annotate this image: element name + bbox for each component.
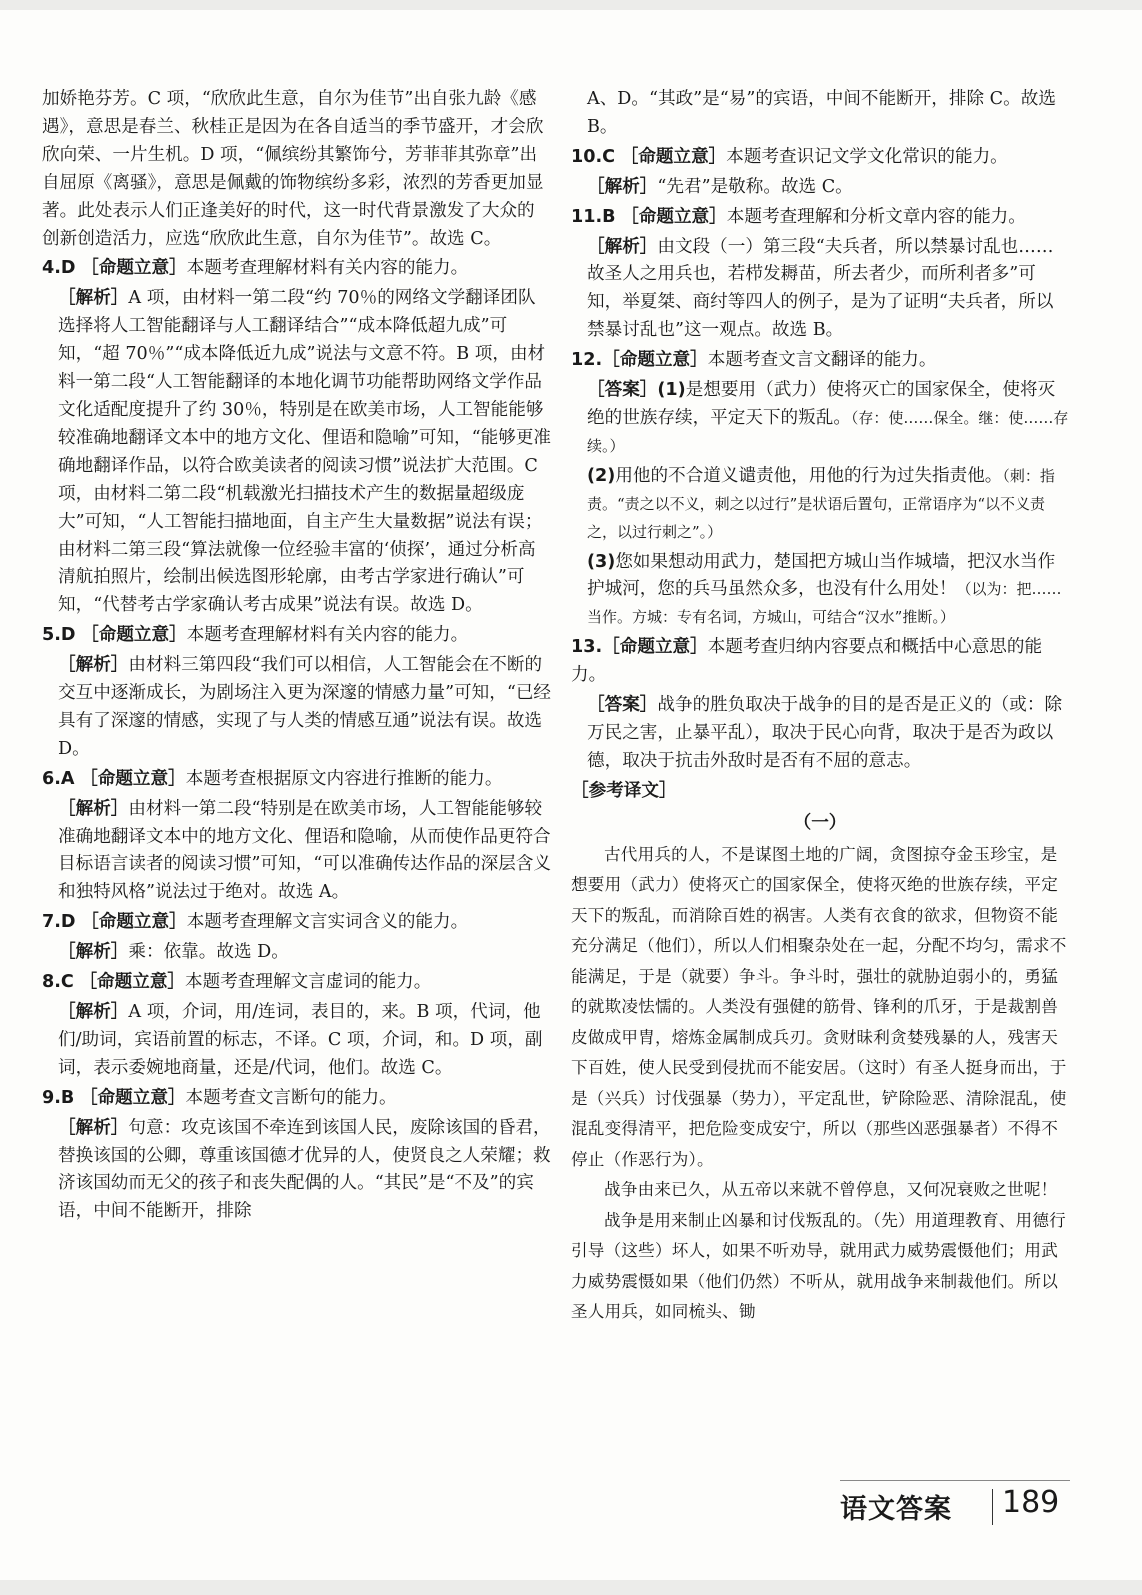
answer-11-analysis: ［解析］由文段（一）第三段“夫兵者，所以禁暴讨乱也……故圣人之用兵也，若栉发耨苗，所去者少，而所利者多”可知，举夏桀、商纣等四人的例子，是为了证明“夫兵者，所以禁暴讨乱也”这一观点。故选 B。	[587, 236, 1054, 341]
answer-7-header: 7.D ［命题立意］本题考查理解文言实词含义的能力。	[42, 912, 469, 933]
answer-4-analysis: ［解析］A 项，由材料一第二段“约 70％的网络文学翻译团队选择将人工智能翻译与人工翻译结合”“成本降低超九成”可知，“超 70％”“成本降低近九成”说法与文意不符。B 项，由材料一第二段“人工智能翻译的本地化调节功能帮助网络文学作品文化适配度提升了约 30％，特别是在欧美市场，人工智能能够较准确地翻译文本中的地方文化、俚语和隐喻”可知，“能够更准确地翻译作品，以符合欧美读者的阅读习惯”说法扩大范围。C 项，由材料二第二段“机载激光扫描技术产生的数据量超级庞大”可知，“人工智能扫描地面，自主产生大量数据”说法有误；由材料二第三段“算法就像一位经验丰富的‘侦探’，通过分析高清航拍照片，绘制出候选图形轮廓，由考古学家进行确认”可知，“代替考古学家确认考古成果”说法有误。故选 D。	[58, 288, 552, 616]
bottom-scan-edge	[0, 1580, 1142, 1595]
translation-paragraph: 古代用兵的人，不是谋图土地的广阔，贪图掠夺金玉珍宝，是想要用（武力）使将灭亡的国家保全，使将灭绝的世族存续，平定天下的叛乱，而消除百姓的祸害。人类有衣食的欲求，但物资不能充分满足（他们），所以人们相聚杂处在一起，分配不均匀，需求不能满足，于是（就要）争斗。争斗时，强壮的就胁迫弱小的，勇猛的就欺凌怯懦的。人类没有强健的筋骨、锋利的爪牙，于是裁割兽皮做成甲胄，熔炼金属制成兵刃。贪财昧利贪婪残暴的人，残害天下百姓，使人民受到侵扰而不能安居。（这时）有圣人挺身而出，于是（兴兵）讨伐强暴（势力），平定乱世，铲除险恶、清除混乱，使混乱变得清平，把危险变成安宁，所以（那些凶恶强暴者）不得不停止（作恶行为）。	[571, 844, 1067, 1169]
answer-9-analysis: ［解析］句意：攻克该国不牵连到该国人民，废除该国的昏君，替换该国的公卿，尊重该国德才优异的人，使贤良之人荣耀；救济该国幼而无父的孩子和丧失配偶的人。“其民”是“不及”的宾语，中间不能断开，排除	[58, 1117, 551, 1222]
answer-10-analysis: ［解析］“先君”是敬称。故选 C。	[587, 176, 853, 197]
right-column	[571, 86, 1069, 1328]
answer-9-cont: A、D。“其政”是“易”的宾语，中间不能断开，排除 C。故选 B。	[587, 89, 1056, 137]
answer-10-header: 10.C ［命题立意］本题考查识记文学文化常识的能力。	[571, 146, 1008, 167]
translation-paragraph: 战争是用来制止凶暴和讨伐叛乱的。（先）用道理教育、用德行引导（这些）坏人，如果不听劝导，就用武力威势震慑他们；用武力威势震慑如果（他们仍然）不听从，就用战争来制裁他们。所以圣人用兵，如同梳头、锄	[571, 1210, 1066, 1322]
page-footer	[840, 1480, 1070, 1531]
answer-8-header: 8.C ［命题立意］本题考查理解文言虚词的能力。	[42, 972, 432, 993]
answer-4-header: 4.D ［命题立意］本题考查理解材料有关内容的能力。	[42, 258, 469, 279]
top-scan-edge	[0, 0, 1142, 10]
answer-7-analysis: ［解析］乘：依靠。故选 D。	[58, 942, 289, 963]
translation-section-title: （一）	[793, 812, 847, 833]
answer-13-header: 13.［命题立意］本题考查归纳内容要点和概括中心意思的能力。	[571, 637, 1043, 686]
answer-6-analysis: ［解析］由材料一第二段“特别是在欧美市场，人工智能能够较准确地翻译文本中的地方文化、俚语和隐喻，从而使作品更符合目标语言读者的阅读习惯”可知，“可以准确传达作品的深层含义和独特风格”说法过于绝对。故选 A。	[58, 798, 552, 903]
answer-11-header: 11.B ［命题立意］本题考查理解和分析文章内容的能力。	[571, 206, 1026, 227]
answer-6-header: 6.A ［命题立意］本题考查根据原文内容进行推断的能力。	[42, 768, 503, 789]
answer-5-analysis: ［解析］由材料三第四段“我们可以相信，人工智能会在不断的交互中逐渐成长，为剧场注入更为深邃的情感力量”可知，“已经具有了深邃的情感，实现了与人类的情感互通”说法有误。故选 D。	[58, 655, 552, 759]
answer-cont: 加娇艳芬芳。C 项，“欣欣此生意，自尔为佳节”出自张九龄《感遇》，意思是春兰、秋桂正是因为在各自适当的季节盛开，才会欣欣向荣、一片生机。D 项，“佩缤纷其繁饰兮，芳菲菲其弥章”出自屈原《离骚》，意思是佩戴的饰物缤纷多彩，浓烈的芳香更加显著。此处表示人们正逢美好的时代，这一时代背景激发了大众的创新创造活力，应选“欣欣此生意，自尔为佳节”。故选 C。	[42, 89, 544, 249]
page-number: 189	[1002, 1485, 1060, 1520]
answer-8-analysis: ［解析］A 项，介词，用/连词，表目的，来。B 项，代词，他们/助词，宾语前置的标志，不译。C 项，介词，和。D 项，副词，表示委婉地商量，还是/代词，他们。故选 C。	[58, 1002, 543, 1078]
answer-12-part1: ［答案］(1)是想要用（武力）使将灭亡的国家保全，使将灭绝的世族存续，平定天下的叛乱。（存：使……保全。继：使……存续。）	[587, 380, 1069, 455]
answer-12-part2: (2)用他的不合道义谴责他，用他的行为过失指责他。（刺：指责。“责之以不义，刺之以过行”是状语后置句，正常语序为“以不义责之，以过行刺之”。）	[587, 465, 1055, 541]
answer-12-header: 12.［命题立意］本题考查文言文翻译的能力。	[571, 350, 937, 371]
reference-translation-label: ［参考译文］	[571, 780, 677, 801]
footer-label: 语文答案	[840, 1494, 952, 1525]
translation-paragraph: 战争由来已久，从五帝以来就不曾停息，又何况衰败之世呢！	[604, 1180, 1058, 1200]
answer-5-header: 5.D ［命题立意］本题考查理解材料有关内容的能力。	[42, 625, 469, 646]
answer-9-header: 9.B ［命题立意］本题考查文言断句的能力。	[42, 1087, 397, 1108]
answer-12-part3: (3)您如果想动用武力，楚国把方城山当作城墙，把汉水当作护城河，您的兵马虽然众多，也没有什么用处！（以为：把……当作。方城：专有名词，方城山，可结合“汉水”推断。）	[587, 551, 1062, 627]
answer-13-answer: ［答案］战争的胜负取决于战争的目的是否是正义的（或：除万民之害，止暴平乱），取决于民心向背，取决于是否为政以德，取决于抗击外敌时是否有不屈的意志。	[587, 695, 1063, 771]
footer-divider	[992, 1489, 993, 1525]
left-column	[42, 86, 552, 1228]
